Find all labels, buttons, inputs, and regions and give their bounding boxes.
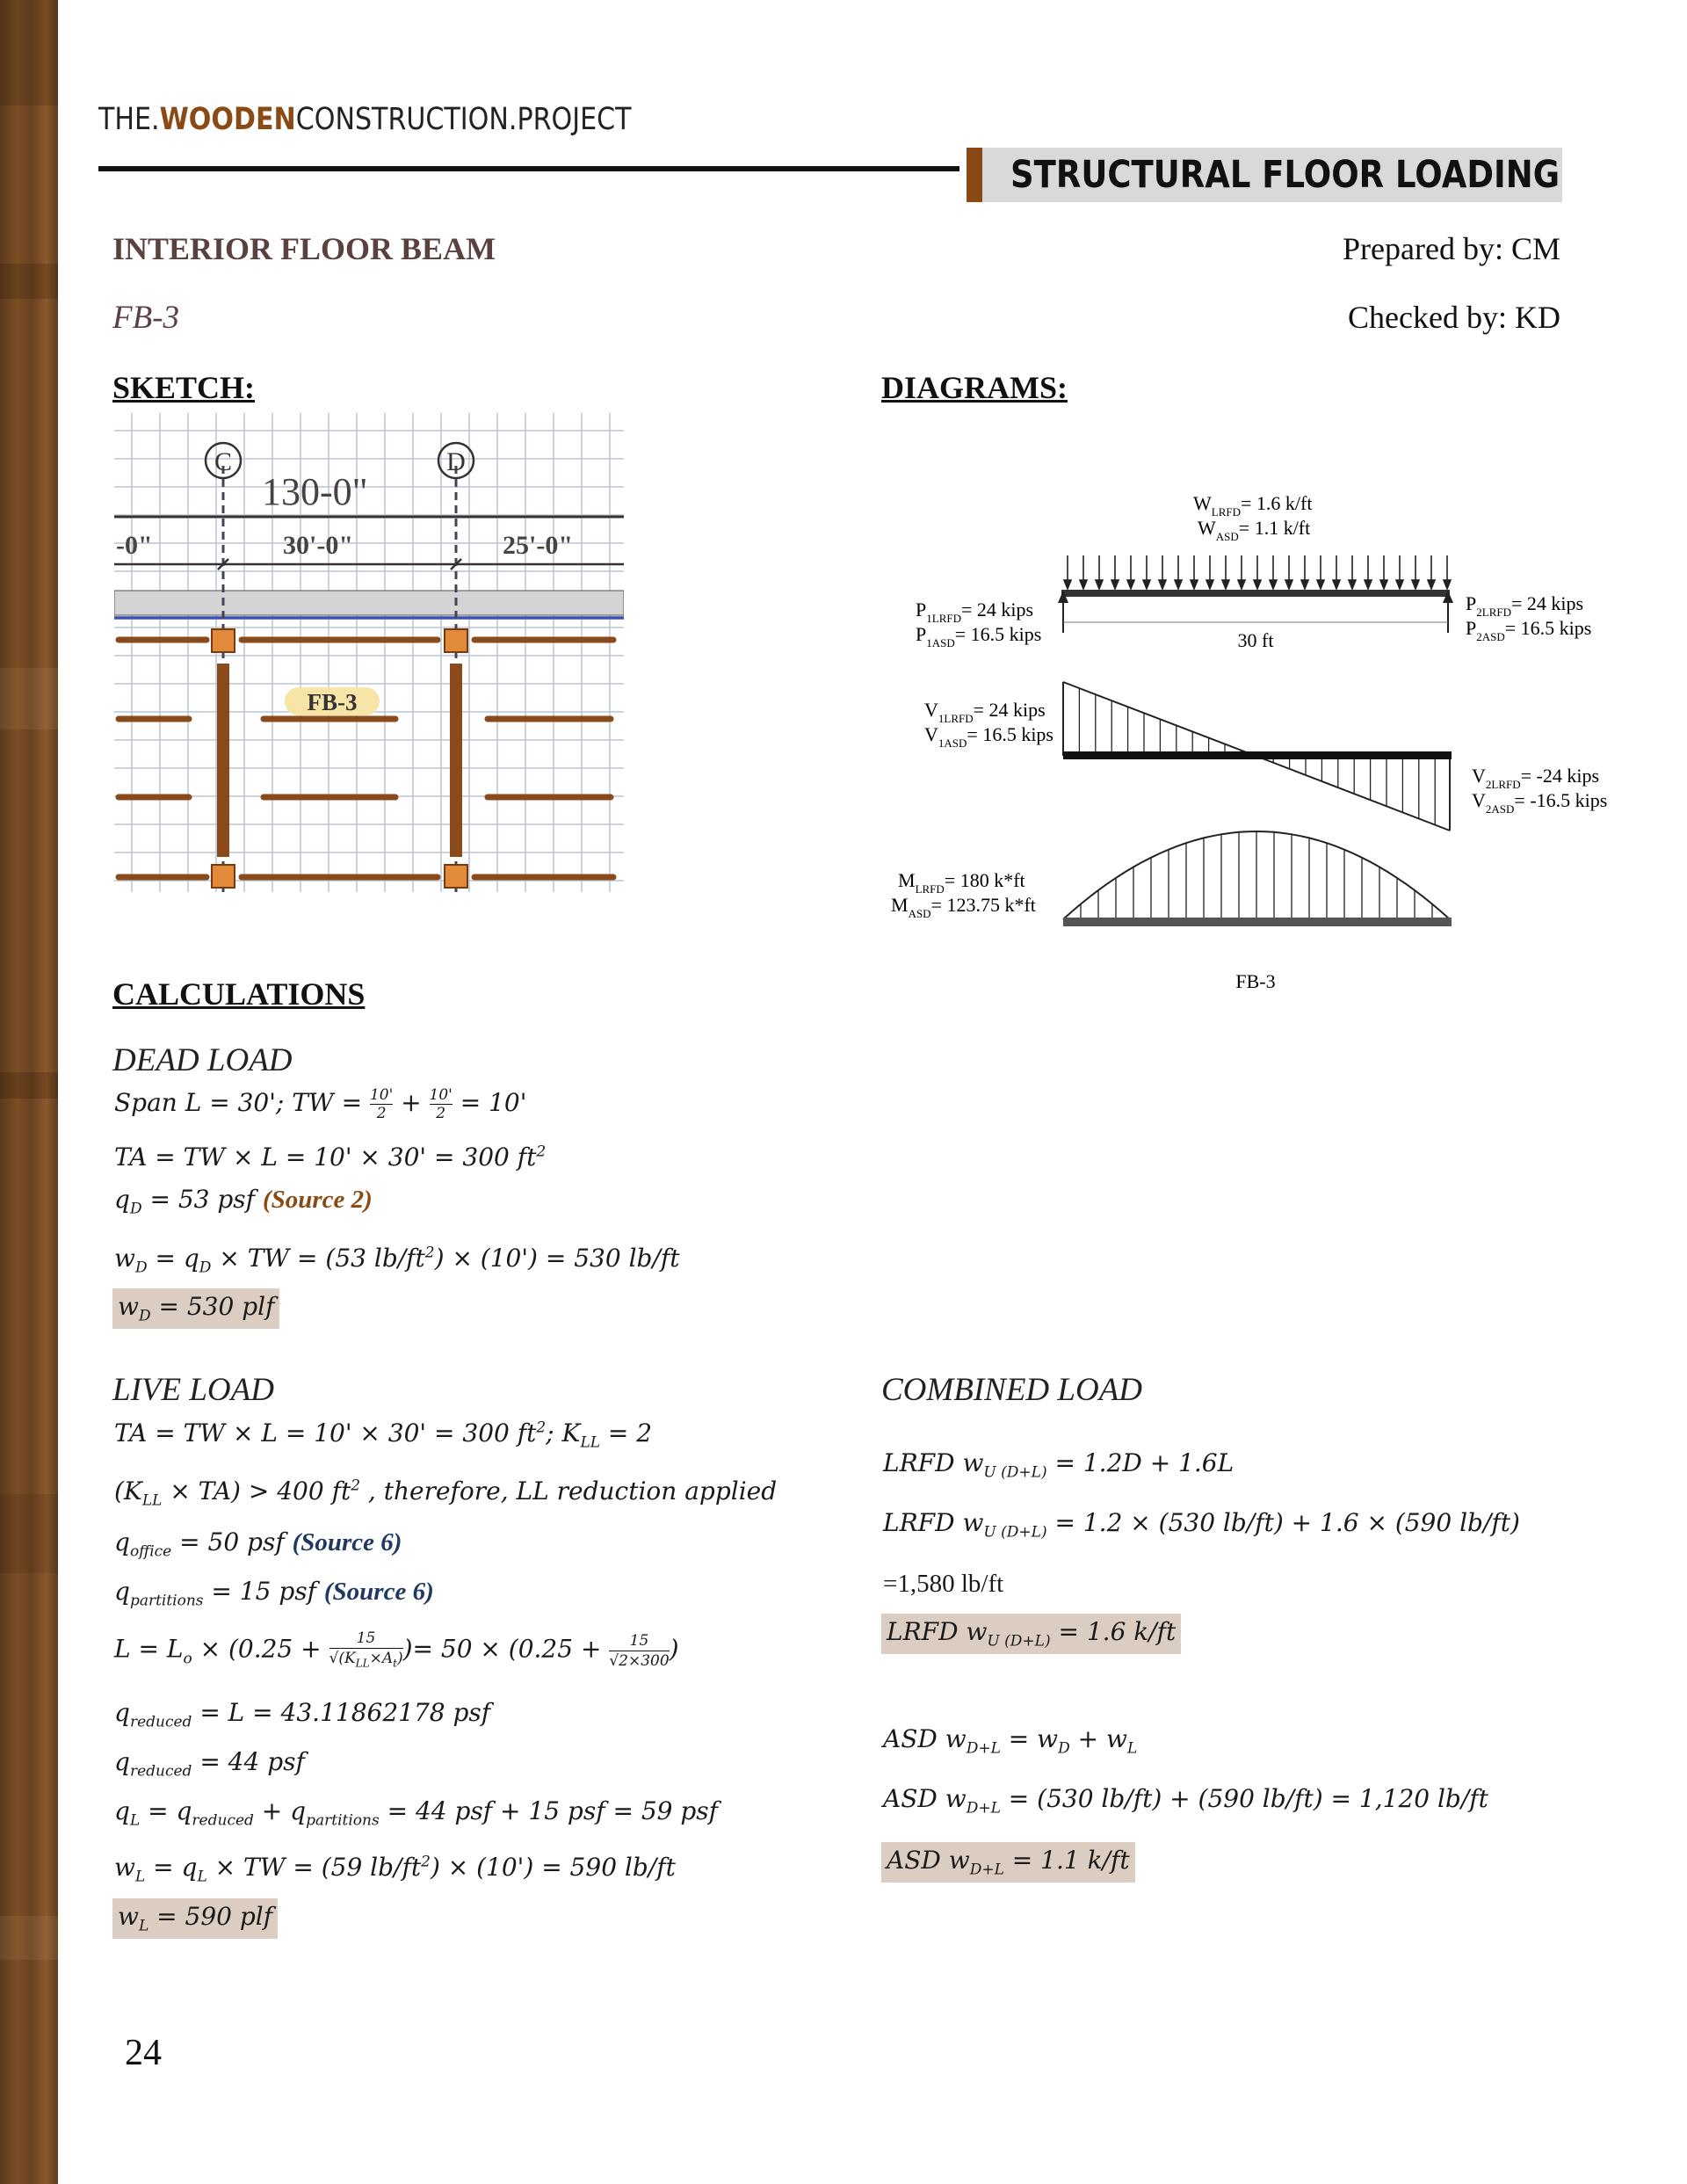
load-arrowhead <box>1159 580 1166 589</box>
v1-lrfd-label: $V_{1LRFD}= 24$ kips <box>924 699 1046 725</box>
p1-lrfd-label: $P_{1LRFD}= 24$ kips <box>916 599 1034 625</box>
w-lrfd-label: $W_{LRFD}= 1.6$ k/ft <box>1193 492 1313 519</box>
load-arrowhead <box>1064 580 1071 589</box>
mid-dimension: 30'-0" <box>283 531 353 560</box>
asd-calc-eq: ASD $w_{D+L} = (530$ lb/ft) + (590 lb/ft) = 1,120 lb/ft <box>883 1784 1488 1818</box>
site-name <box>98 102 632 137</box>
partitions-source: (Source 6) <box>323 1578 434 1606</box>
v1-asd-label: $V_{1ASD}= 16.5$ kips <box>924 723 1053 750</box>
site-accent: WOODEN <box>159 102 296 137</box>
v2-lrfd-label: $V_{2LRFD}= -24$ kips <box>1472 765 1600 791</box>
load-arrowhead <box>1444 580 1451 589</box>
load-arrowhead <box>1191 580 1198 589</box>
dead-span-eq: Span L = 30'; TW = $\frac{10'}{2}$ + $\frac{10'}{2}$ = 10' <box>114 1086 527 1122</box>
joists <box>119 640 613 877</box>
beam-tag: FB-3 <box>307 689 358 715</box>
load-arrowhead <box>1428 580 1435 589</box>
dead-wd-eq: $w_D = q_D$ × TW = (53 $lb/ft^2) \times (10') = 530$ lb/ft <box>114 1244 680 1277</box>
grid-label-c: C <box>214 447 233 476</box>
m-asd-label: $M_{ASD}= 123.75$ k*ft <box>891 894 1036 920</box>
load-arrowhead <box>1380 580 1387 589</box>
load-arrowhead <box>1317 580 1324 589</box>
load-arrowhead <box>1365 580 1372 589</box>
load-arrowhead <box>1111 580 1119 589</box>
header-rule <box>98 166 959 171</box>
live-reduction-formula: $L = L_o \times (0.25$ + 15 $√(K_{LL}\times A_t)$ )= 50 × (0.25 + $\frac{15}{√2\times 300}$ ) <box>114 1629 679 1670</box>
load-arrowhead <box>1222 580 1229 589</box>
section-title: STRUCTURAL FLOOR LOADING <box>1010 153 1560 197</box>
doc-heading: INTERIOR FLOOR BEAM <box>112 231 496 266</box>
site-prefix: THE. <box>98 102 160 137</box>
p2-asd-label: $P_{2ASD}= 16.5$ kips <box>1466 617 1592 643</box>
diagrams-label: DIAGRAMS: <box>881 370 1068 405</box>
moment-hatching <box>1081 831 1432 919</box>
beam-diagrams <box>879 483 1634 1002</box>
live-qreduced-round: $q_{reduced} = 44$ psf <box>114 1747 305 1781</box>
live-ql-eq: $q_L = q_{reduced} + q_{partitions} = 44$ psf + 15 psf = 59 psf <box>114 1796 719 1830</box>
sketch-grid <box>114 413 624 892</box>
diagram-caption: FB-3 <box>1235 970 1276 992</box>
section-ribbon <box>967 148 1562 202</box>
prepared-by: Prepared by: CM <box>1343 231 1560 266</box>
beam-c <box>217 664 229 857</box>
calculations-label: CALCULATIONS <box>112 976 366 1012</box>
load-arrowhead <box>1285 580 1292 589</box>
beam-member <box>1061 590 1450 597</box>
live-partitions-eq: $q_{partitions} = 15$ psf (Source 6) <box>114 1577 434 1610</box>
load-arrowhead <box>1349 580 1356 589</box>
overall-dimension: 130-0" <box>262 470 368 513</box>
dead-ta-eq: TA = TW × L = 10' × 30' = 300 $ft^2$ <box>114 1143 547 1172</box>
dead-wd-result: $w_D = 530$ plf <box>112 1288 279 1329</box>
combined-load-title: COMBINED LOAD <box>881 1372 1143 1408</box>
live-wl-eq: $w_L = q_L$ × TW = (59 $lb/ft^2) \times (10') = 590$ lb/ft <box>114 1853 676 1886</box>
load-arrowhead <box>1096 580 1103 589</box>
live-reduction-eq: $(K_{LL} \times TA) > 400$ $ft^2$ , therefore, LL reduction applied <box>114 1477 778 1510</box>
left-dimension: -0" <box>116 531 153 560</box>
load-arrowhead <box>1301 580 1308 589</box>
span-label: 30 ft <box>1237 629 1274 651</box>
office-source: (Source 6) <box>292 1528 402 1556</box>
floor-plan-sketch <box>114 413 624 892</box>
lrfd-calc-eq: LRFD $w_{U (D+L)} = 1.2 \times (530$ lb/ft) + 1.6 × (590 lb/ft) <box>883 1508 1520 1542</box>
wood-side-bar <box>0 0 58 2184</box>
load-arrowhead <box>1143 580 1150 589</box>
load-arrowhead <box>1238 580 1245 589</box>
shear-baseline <box>1063 751 1452 759</box>
asd-final-result: ASD $w_{D+L} = 1.1$ k/ft <box>881 1842 1135 1883</box>
v2-asd-label: $V_{2ASD}= -16.5$ kips <box>1472 789 1608 816</box>
live-qreduced-eq: $q_{reduced} = L = 43.11862178$ psf <box>114 1698 491 1731</box>
load-arrowhead <box>1333 580 1340 589</box>
load-arrowhead <box>1254 580 1261 589</box>
load-arrowhead <box>1412 580 1419 589</box>
live-wl-result: $w_L = 590$ plf <box>112 1898 278 1939</box>
wall-band <box>114 591 624 615</box>
site-suffix: CONSTRUCTION.PROJECT <box>295 102 632 137</box>
page-number: 24 <box>125 2033 162 2073</box>
lrfd-calc-result: =1,580 lb/ft <box>883 1570 1004 1598</box>
distributed-load-arrows <box>1064 555 1451 589</box>
live-ta-eq: TA = TW × L = 10' × 30' = 300 $ft^2$; $K_{LL} = 2$ <box>114 1419 653 1452</box>
load-arrowhead <box>1175 580 1182 589</box>
w-asd-label: $W_{ASD}= 1.1$ k/ft <box>1198 517 1311 543</box>
ribbon-tab <box>967 148 982 202</box>
dead-load-title: DEAD LOAD <box>112 1042 293 1078</box>
live-load-title: LIVE LOAD <box>112 1372 274 1408</box>
load-arrowhead <box>1270 580 1277 589</box>
load-arrowhead <box>1080 580 1087 589</box>
dead-qd-eq: $q_D = 53$ psf (Source 2) <box>114 1185 373 1218</box>
load-arrowhead <box>1127 580 1134 589</box>
sketch-label: SKETCH: <box>112 370 256 405</box>
columns <box>212 629 467 888</box>
live-office-eq: $q_{office} = 50$ psf (Source 6) <box>114 1527 402 1561</box>
beam-id: FB-3 <box>112 300 180 336</box>
dead-source: (Source 2) <box>262 1186 373 1214</box>
m-lrfd-label: $M_{LRFD}= 180$ k*ft <box>898 869 1025 896</box>
load-arrowhead <box>1206 580 1213 589</box>
load-arrowhead <box>1396 580 1403 589</box>
asd-combo-eq: ASD $w_{D+L} = w_D + w_L$ <box>883 1724 1138 1758</box>
checked-by: Checked by: KD <box>1348 300 1560 335</box>
right-dimension: 25'-0" <box>503 531 573 560</box>
lrfd-combo-eq: LRFD $w_{U (D+L)} = 1.2D + 1.6L$ <box>883 1448 1234 1482</box>
p2-lrfd-label: $P_{2LRFD}= 24$ kips <box>1466 592 1584 619</box>
beam-d <box>450 664 462 857</box>
grid-label-d: D <box>446 447 466 476</box>
moment-baseline <box>1063 918 1452 926</box>
p1-asd-label: $P_{1ASD}= 16.5$ kips <box>916 623 1042 649</box>
lrfd-final-result: LRFD $w_{U (D+L)} = 1.6$ k/ft <box>881 1614 1181 1654</box>
